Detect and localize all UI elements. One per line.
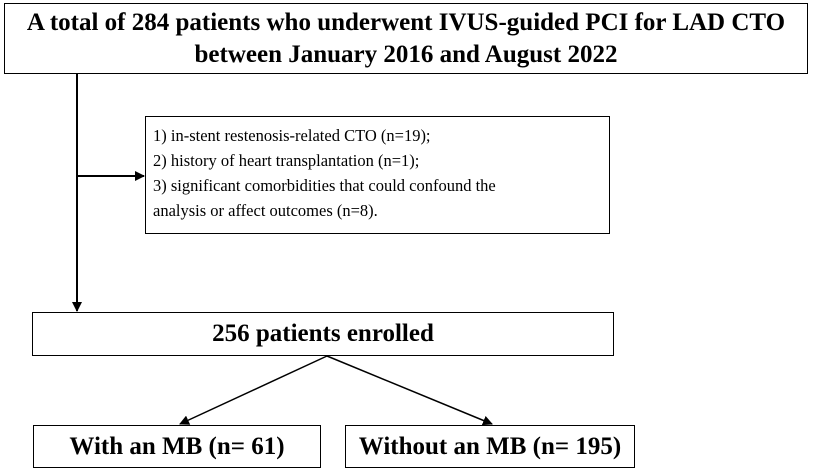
total-patients-line1: A total of 284 patients who underwent IVUS-guided PCI for LAD CTO <box>26 8 786 36</box>
without-mb-group-label: Without an MB (n= 195) <box>358 432 622 460</box>
with-mb-group-box <box>33 425 321 468</box>
without-mb-group-box <box>345 425 635 468</box>
arrow-to-without-mb <box>327 356 492 424</box>
exclusion-item-3: 3) significant comorbidities that could confound the <box>153 176 496 195</box>
total-patients-line2: between January 2016 and August 2022 <box>194 40 618 68</box>
arrow-to-with-mb <box>180 356 327 424</box>
exclusion-item-1: 1) in-stent restenosis-related CTO (n=19); <box>153 126 431 145</box>
total-patients-box <box>4 3 808 74</box>
enrolled-patients-box <box>32 312 614 356</box>
exclusion-criteria-box <box>145 116 610 234</box>
exclusion-item-3-continued: analysis or affect outcomes (n=8). <box>153 201 378 220</box>
exclusion-item-2: 2) history of heart transplantation (n=1); <box>153 151 420 170</box>
enrolled-patients-label: 256 patients enrolled <box>212 320 434 347</box>
with-mb-group-label: With an MB (n= 61) <box>69 432 285 460</box>
